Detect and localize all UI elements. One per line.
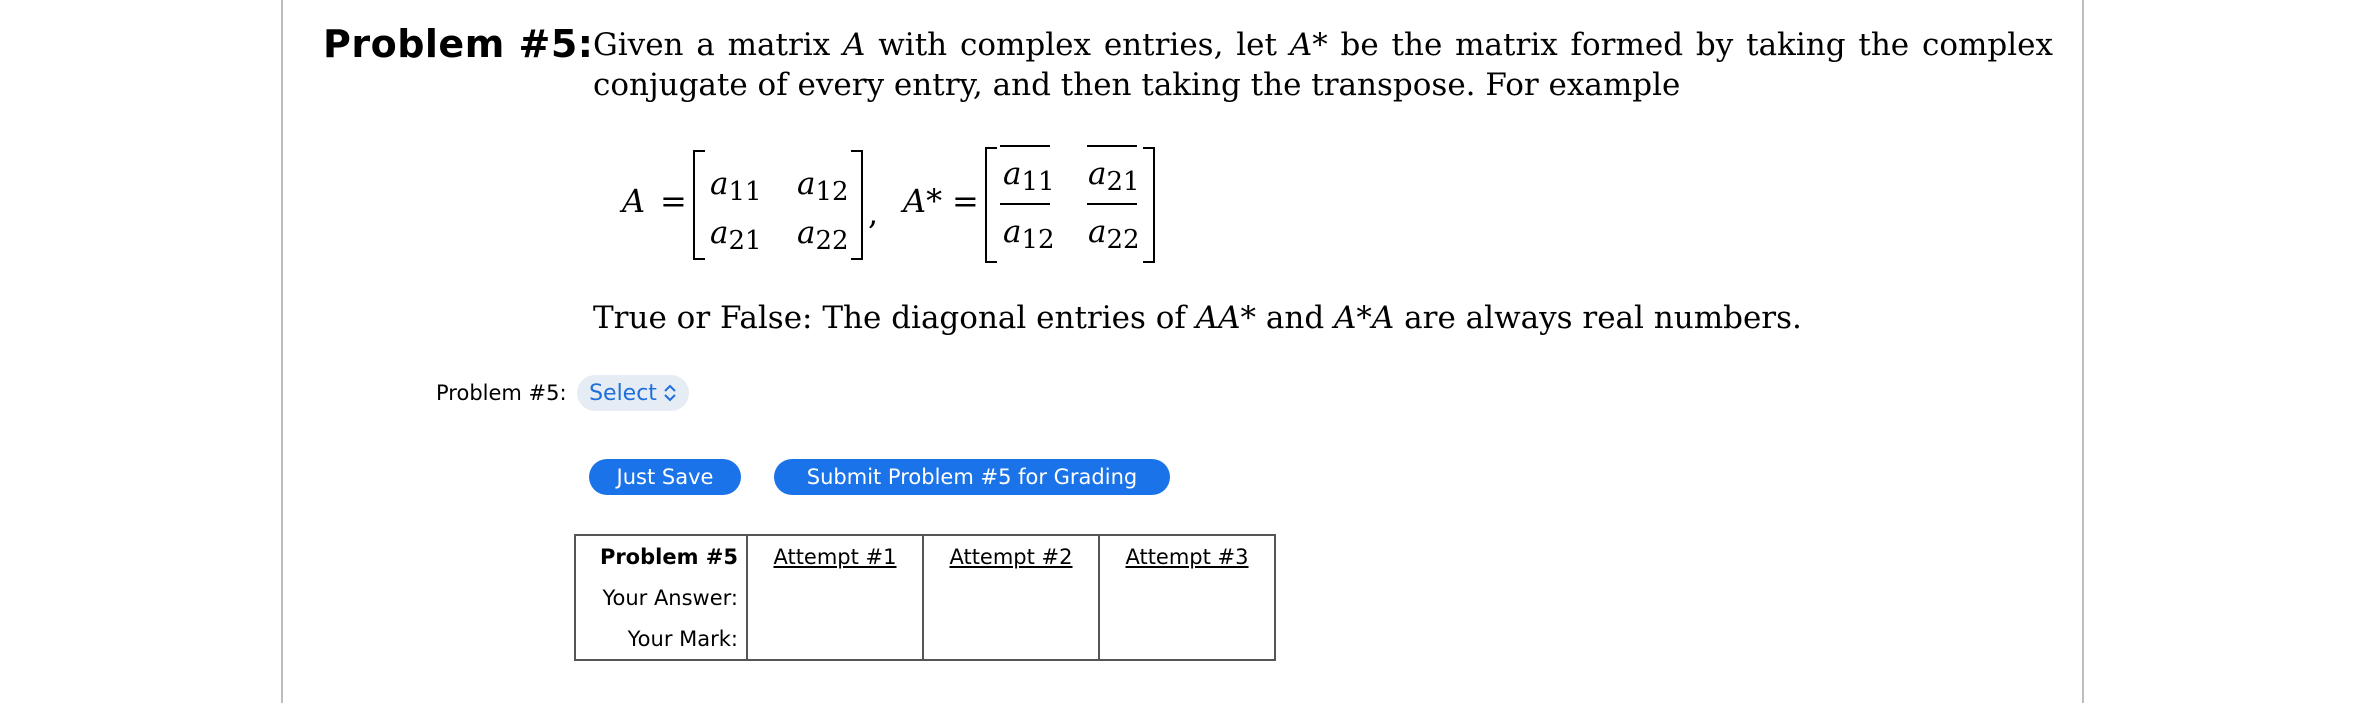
entry-letter: a — [1088, 156, 1107, 192]
table-row — [575, 618, 1275, 660]
statement-text: Given a matrix — [593, 27, 844, 63]
entry-letter: a — [797, 215, 816, 251]
entry-subscript: 21 — [728, 226, 762, 256]
submit-button[interactable]: Submit Problem #5 for Grading — [774, 459, 1170, 495]
table-header-row — [575, 535, 1275, 577]
table-cell — [747, 618, 923, 660]
right-border — [2082, 0, 2084, 703]
equals-sign: = — [952, 182, 979, 220]
entry-letter: a — [1003, 214, 1022, 250]
entry-subscript: 21 — [1106, 167, 1140, 197]
question-text: True or False: The diagonal entries of — [593, 300, 1196, 336]
matrix-a-star-label: A* — [903, 182, 943, 220]
answer-select[interactable] — [577, 375, 689, 411]
attempt-label[interactable]: Attempt #1 — [773, 544, 897, 569]
conjugate-bar — [1087, 145, 1137, 147]
matrix-a-star-right-bracket — [1143, 147, 1155, 263]
conjugate-bar — [1087, 203, 1137, 205]
chevron-up-down-icon — [663, 384, 677, 402]
entry-subscript: 11 — [1021, 167, 1055, 197]
select-value: Select — [589, 380, 657, 406]
table-cell — [747, 577, 923, 618]
equals-sign: = — [660, 182, 687, 220]
attempt-label[interactable]: Attempt #3 — [1125, 544, 1249, 569]
entry-letter: a — [1003, 156, 1022, 192]
comma: , — [868, 194, 879, 232]
attempts-table — [574, 534, 1276, 661]
matrix-a-entry-21 — [710, 215, 762, 256]
entry-letter: a — [797, 166, 816, 202]
entry-letter: a — [710, 215, 729, 251]
matrix-a-entry-22 — [797, 215, 849, 256]
matrix-a-label: A — [622, 182, 646, 220]
table-row — [575, 577, 1275, 618]
question-var: A*A — [1334, 300, 1395, 336]
matrix-a-right-bracket — [851, 150, 863, 260]
table-cell — [1099, 577, 1275, 618]
just-save-button[interactable]: Just Save — [589, 459, 741, 495]
matrix-a-entry-12 — [797, 166, 849, 207]
answer-label: Problem #5: — [436, 381, 567, 405]
matrix-a-star-left-bracket — [985, 147, 997, 263]
problem-statement — [593, 25, 2053, 105]
your-mark-label: Your Mark: — [575, 618, 747, 660]
question-text: and — [1256, 300, 1335, 336]
attempt-label[interactable]: Attempt #2 — [949, 544, 1073, 569]
entry-subscript: 12 — [815, 177, 849, 207]
conjugate-bar — [1000, 203, 1050, 205]
entry-letter: a — [1088, 214, 1107, 250]
entry-subscript: 22 — [815, 226, 849, 256]
statement-text: be the matrix formed by taking the complex conjugate of every entry, and then taking the transpose. For example — [593, 27, 2053, 103]
table-cell — [1099, 618, 1275, 660]
statement-var-a: A — [843, 27, 866, 63]
left-border — [281, 0, 283, 703]
matrix-a-left-bracket — [693, 150, 705, 260]
attempt-2-link[interactable] — [923, 535, 1099, 577]
statement-text: with complex entries, let — [865, 27, 1290, 63]
entry-subscript: 11 — [728, 177, 762, 207]
conjugate-bar — [1000, 145, 1050, 147]
matrix-a-star-entry-11 — [1003, 156, 1055, 197]
table-cell — [923, 618, 1099, 660]
matrix-a-entry-11 — [710, 166, 762, 207]
entry-subscript: 22 — [1106, 225, 1140, 255]
problem-title: Problem #5: — [323, 22, 594, 66]
matrix-a-star-entry-21 — [1003, 214, 1055, 255]
matrix-a-star-entry-12 — [1088, 156, 1140, 197]
table-header: Problem #5 — [575, 535, 747, 577]
attempt-1-link[interactable] — [747, 535, 923, 577]
question-text: are always real numbers. — [1394, 300, 1802, 336]
question-var: AA* — [1195, 300, 1257, 336]
your-answer-label: Your Answer: — [575, 577, 747, 618]
true-false-question — [593, 300, 1802, 336]
table-cell — [923, 577, 1099, 618]
attempt-3-link[interactable] — [1099, 535, 1275, 577]
statement-var-a-star: A* — [1289, 27, 1328, 63]
entry-letter: a — [710, 166, 729, 202]
entry-subscript: 12 — [1021, 225, 1055, 255]
matrix-a-star-entry-22 — [1088, 214, 1140, 255]
